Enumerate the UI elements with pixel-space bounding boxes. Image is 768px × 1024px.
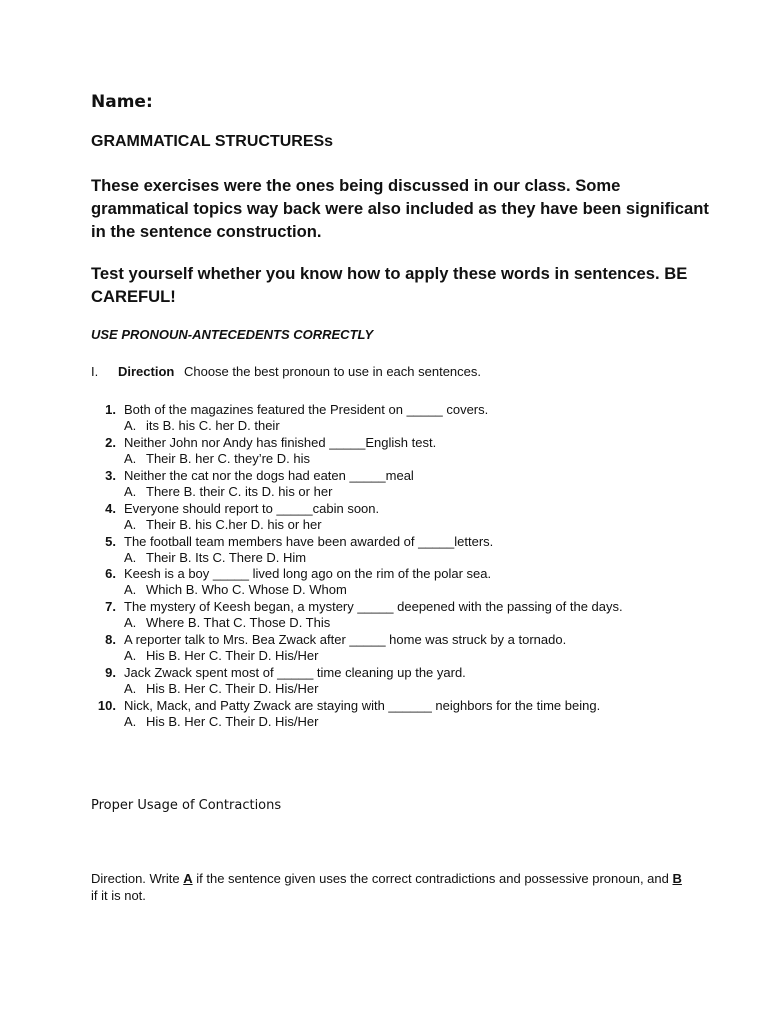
question-item (91, 566, 711, 599)
direction-label: Direction (118, 364, 175, 379)
question-item (91, 435, 711, 468)
answer-choices (124, 648, 318, 664)
question-item (91, 534, 711, 567)
choice-letter: A. (124, 648, 137, 664)
answer-choices (124, 615, 330, 631)
question-item (91, 468, 711, 501)
choice-letter: A. (124, 418, 137, 433)
question-stem: Keesh is a boy _____ lived long ago on the rim of the polar sea. (124, 566, 492, 582)
choice-options: its B. his C. her D. their (146, 418, 280, 433)
question-number: 9. (105, 665, 116, 681)
direction-text-end: if it is not. (91, 888, 146, 903)
question-stem: Nick, Mack, and Patty Zwack are staying with ______ neighbors for the time being. (124, 698, 601, 714)
question-list (91, 402, 711, 731)
intro-paragraph-2: Test yourself whether you know how to apply these words in sentences. BE CAREFUL! (91, 264, 688, 306)
choice-letter: A. (124, 714, 137, 730)
choice-options: His B. Her C. Their D. His/Her (146, 714, 319, 730)
choice-options: Which B. Who C. Whose D. Whom (146, 582, 347, 598)
direction-text-start: Direction. Write (91, 871, 184, 886)
answer-choices (124, 681, 318, 697)
question-stem: Jack Zwack spent most of _____ time cleaning up the yard. (124, 665, 466, 681)
question-item (91, 402, 711, 435)
question-stem: The mystery of Keesh began, a mystery _____ deepened with the passing of the days. (124, 599, 623, 615)
worksheet-title: GRAMMATICAL STRUCTURESs (91, 133, 334, 150)
question-item (91, 599, 711, 632)
choice-letter: A. (124, 450, 137, 466)
answer-choices (124, 517, 322, 533)
question-number: 6. (105, 566, 116, 582)
roman-numeral: I. (91, 364, 99, 379)
choice-options: Their B. his C.her D. his or her (146, 516, 322, 532)
question-item (91, 501, 711, 534)
contractions-direction (91, 870, 691, 904)
question-number: 4. (105, 500, 116, 516)
answer-choices (124, 550, 306, 566)
question-stem: Both of the magazines featured the President on _____ covers. (124, 402, 489, 417)
question-item (91, 632, 711, 665)
choice-options: Their B. her C. they’re D. his (146, 450, 310, 466)
answer-choices (124, 418, 280, 434)
choice-options: His B. Her C. Their D. His/Her (146, 681, 319, 697)
name-label: Name: (91, 92, 153, 112)
question-item (91, 698, 711, 731)
choice-letter: A. (124, 582, 137, 598)
answer-choices (124, 714, 318, 730)
choice-options: There B. their C. its D. his or her (146, 483, 333, 499)
direction-text: Choose the best pronoun to use in each sentences. (183, 364, 482, 379)
answer-b-marker: B (672, 871, 682, 886)
question-stem: The football team members have been awarded of _____letters. (124, 533, 494, 549)
intro-paragraph-1: These exercises were the ones being discussed in our class. Some grammatical topics way back were also included as they have been significant in the sentence construction. (91, 176, 709, 241)
question-stem: A reporter talk to Mrs. Bea Zwack after _____ home was struck by a tornado. (124, 632, 567, 648)
direction-text-middle: if the sentence given uses the correct contradictions and possessive pronoun, and (192, 871, 673, 886)
question-number: 10. (97, 698, 116, 714)
choice-letter: A. (124, 681, 137, 697)
choice-letter: A. (124, 549, 137, 565)
question-number: 3. (105, 467, 116, 483)
question-stem: Neither the cat nor the dogs had eaten _____meal (124, 467, 414, 483)
question-number: 7. (105, 599, 116, 615)
question-number: 5. (105, 533, 116, 549)
choice-options: Their B. Its C. There D. Him (146, 549, 307, 565)
answer-choices (124, 582, 347, 598)
choice-options: Where B. That C. Those D. This (146, 615, 331, 631)
answer-a-marker: A (183, 871, 193, 886)
choice-letter: A. (124, 516, 137, 532)
direction-line (91, 364, 481, 379)
question-stem: Neither John nor Andy has finished _____English test. (124, 434, 437, 450)
question-number: 2. (105, 434, 116, 450)
question-number: 1. (105, 402, 116, 417)
question-stem: Everyone should report to _____cabin soon. (124, 500, 380, 516)
choice-letter: A. (124, 615, 137, 631)
choice-options: His B. Her C. Their D. His/Her (146, 648, 319, 664)
answer-choices (124, 451, 310, 467)
choice-letter: A. (124, 483, 137, 499)
pronoun-antecedent-heading: USE PRONOUN-ANTECEDENTS CORRECTLY (91, 327, 374, 342)
contractions-heading: Proper Usage of Contractions (91, 798, 282, 813)
answer-choices (124, 484, 332, 500)
question-number: 8. (105, 632, 116, 648)
question-item (91, 665, 711, 698)
